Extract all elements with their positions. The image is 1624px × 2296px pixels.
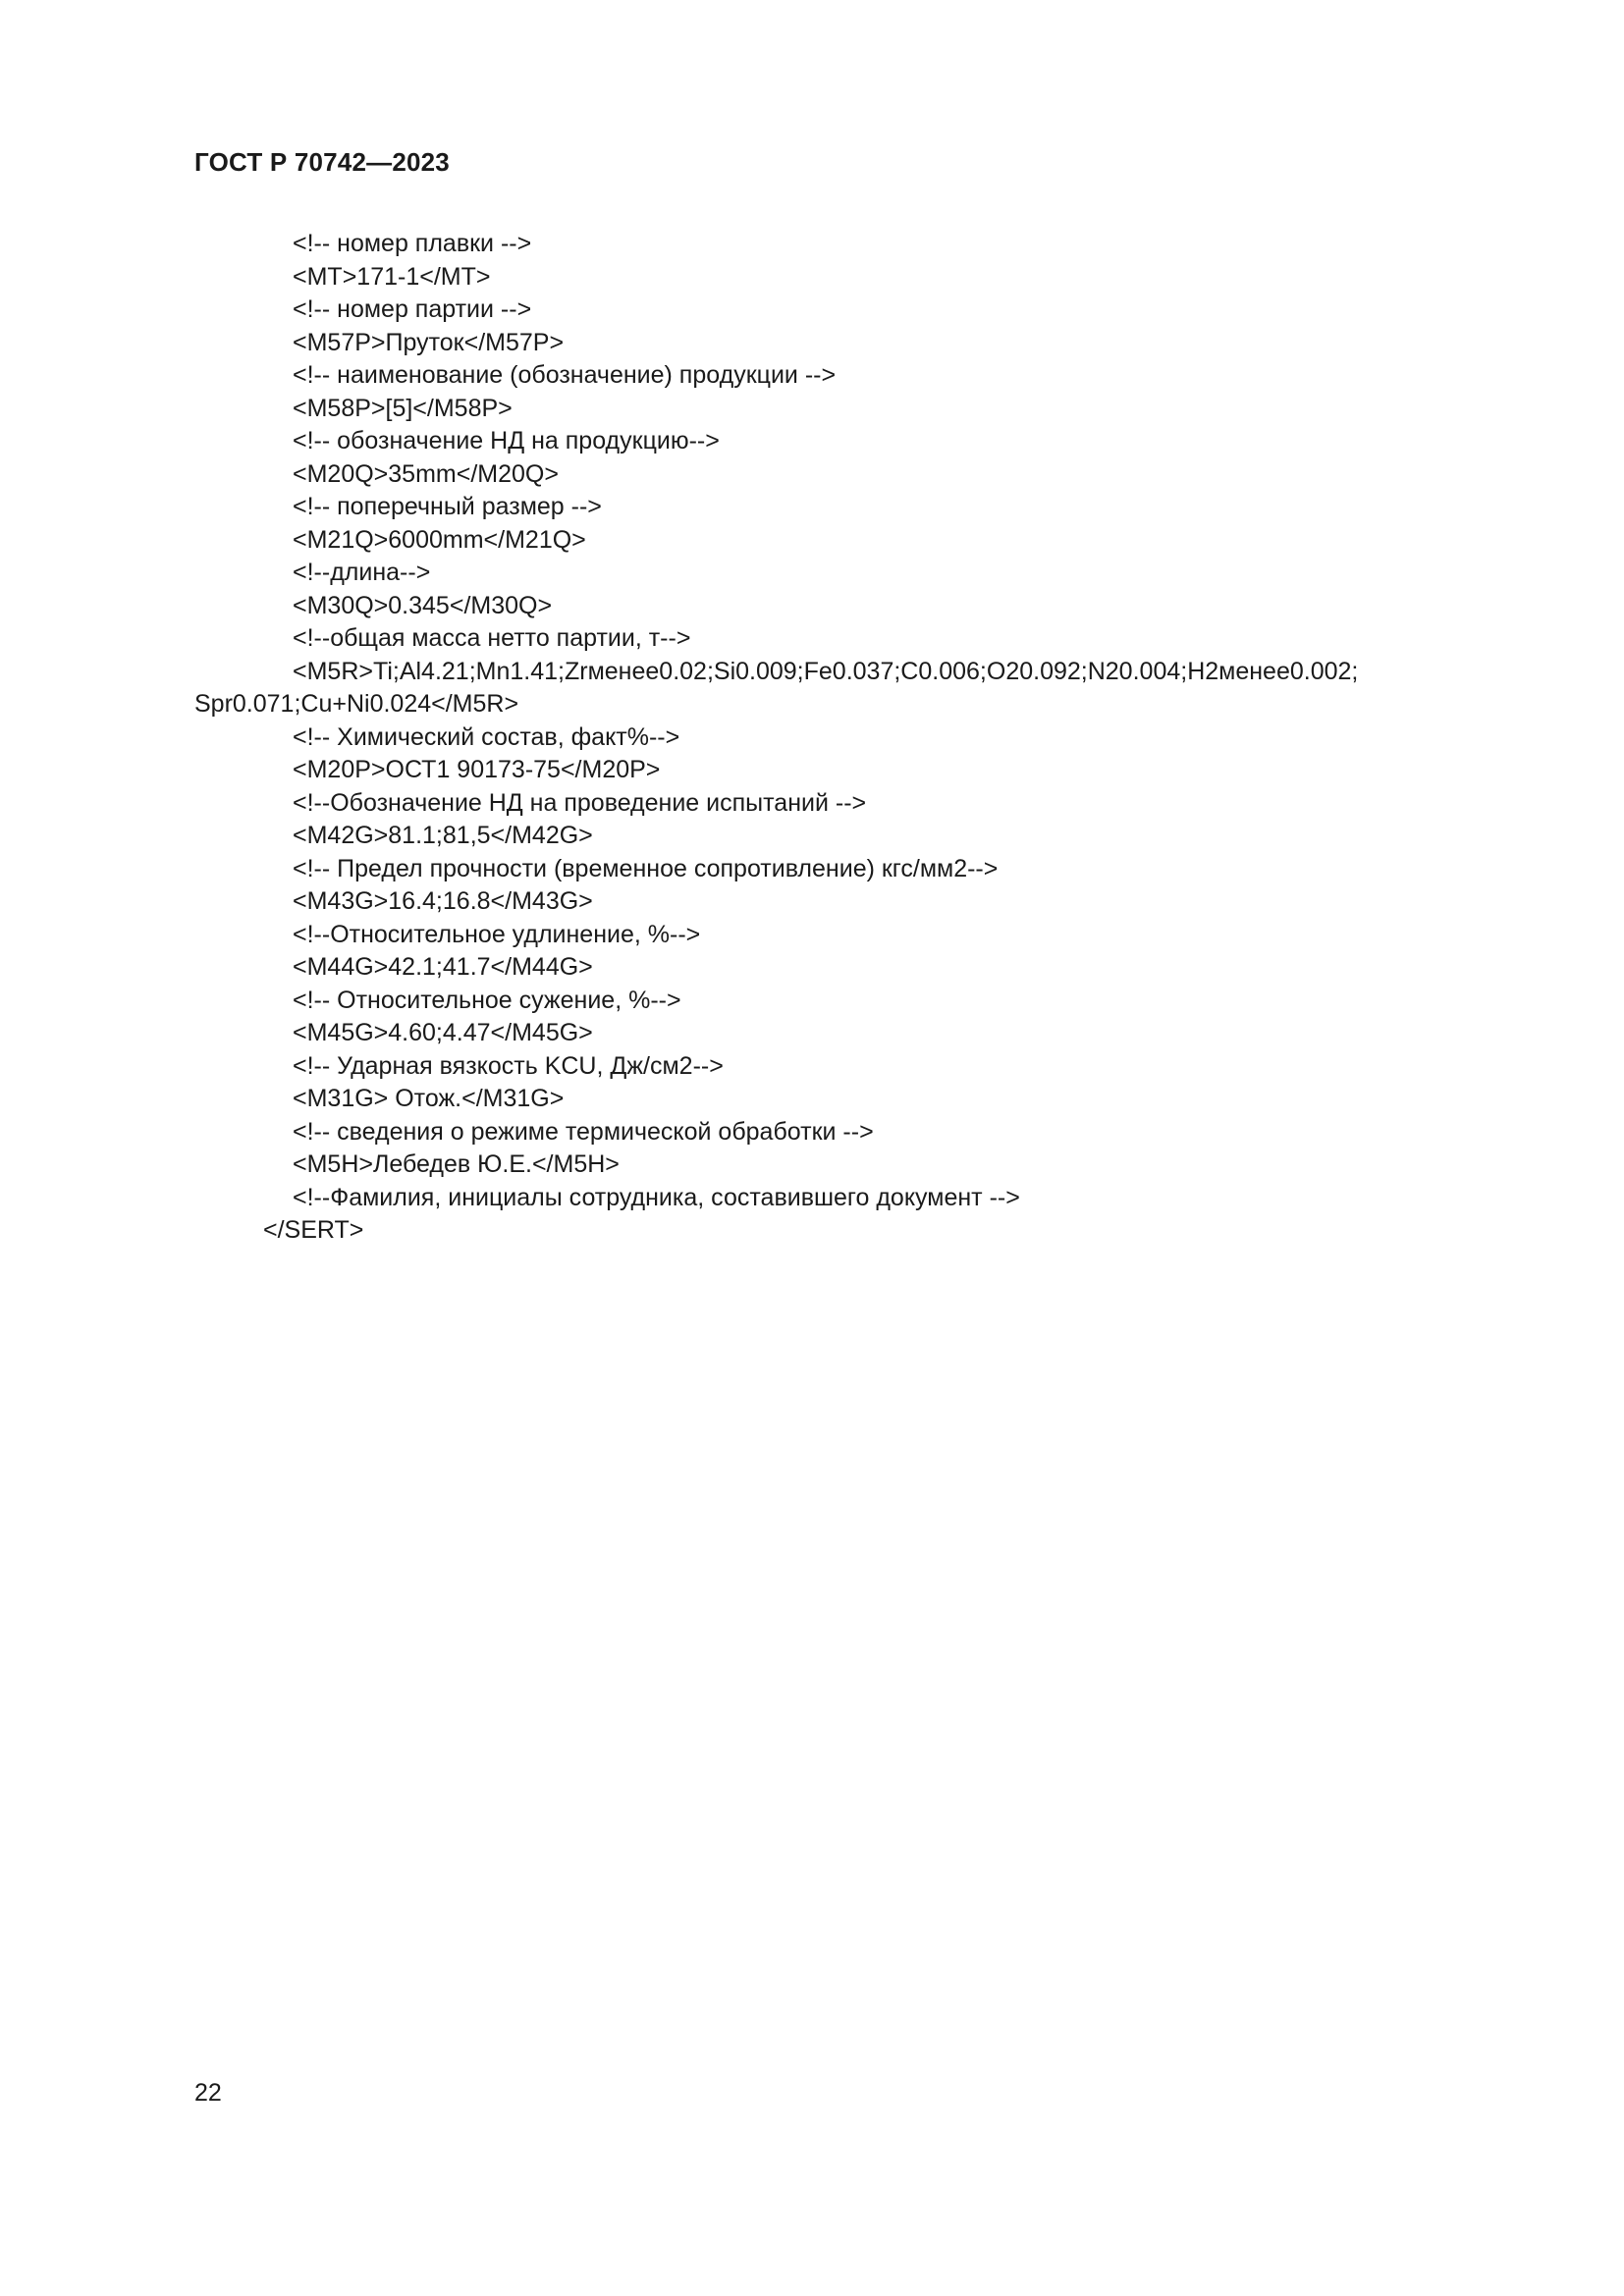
code-line: <M45G>4.60;4.47</M45G> bbox=[293, 1019, 593, 1046]
code-line: <!-- Ударная вязкость KCU, Дж/см2--> bbox=[293, 1051, 724, 1080]
code-line: <!-- обозначение НД на продукцию--> bbox=[293, 427, 720, 454]
code-line: <MT>171-1</MT> bbox=[293, 262, 491, 291]
code-line: <!-- Относительное сужение, %--> bbox=[293, 986, 681, 1014]
page-number: 22 bbox=[194, 2079, 222, 2107]
code-line: <!-- сведения о режиме термической обработки --> bbox=[293, 1117, 874, 1146]
xml-code-listing bbox=[194, 228, 1530, 1248]
code-line: <!--Относительное удлинение, %--> bbox=[293, 920, 701, 948]
code-line-wrapped: <M5R>Ti;Al4.21;Mn1.41;Zrменее0.02;Si0.009;Fe0.037;C0.006;O20.092;N20.004;H2менее0.002; Spr0.071;Cu+Ni0.024</M5R> bbox=[194, 657, 1366, 718]
code-line: <!-- номер плавки --> bbox=[293, 230, 532, 257]
code-line: <!-- наименование (обозначение) продукции --> bbox=[293, 361, 837, 389]
code-line: <!-- Химический состав, факт%--> bbox=[293, 722, 680, 751]
code-line: <M31G> Отож.</M31G> bbox=[293, 1085, 565, 1112]
code-line: <M20Q>35mm</M20Q> bbox=[293, 459, 559, 488]
document-header: ГОСТ Р 70742—2023 bbox=[194, 147, 450, 177]
code-line: <M44G>42.1;41.7</M44G> bbox=[293, 953, 593, 981]
code-line: <M58P>[5]</M58P> bbox=[293, 394, 513, 422]
code-line: <!--Обозначение НД на проведение испытаний --> bbox=[293, 788, 867, 817]
code-line: <M21Q>6000mm</M21Q> bbox=[293, 525, 586, 554]
code-line: <!-- Предел прочности (временное сопротивление) кгс/мм2--> bbox=[293, 854, 999, 882]
code-line: <M42G>81.1;81,5</M42G> bbox=[293, 822, 593, 849]
code-line: <M43G>16.4;16.8</M43G> bbox=[293, 887, 593, 915]
code-line: <M30Q>0.345</M30Q> bbox=[293, 591, 553, 619]
code-line: <!--общая масса нетто партии, т--> bbox=[293, 624, 691, 652]
code-line: <M20P>ОСТ1 90173-75</M20P> bbox=[293, 756, 661, 783]
code-line: <M5H>Лебедев Ю.Е.</M5H> bbox=[293, 1150, 620, 1178]
code-line: <!-- номер партии --> bbox=[293, 295, 532, 323]
code-line: <!-- поперечный размер --> bbox=[293, 493, 602, 520]
code-line: <!--длина--> bbox=[293, 559, 431, 586]
code-line: <!--Фамилия, инициалы сотрудника, составившего документ --> bbox=[293, 1183, 1020, 1211]
code-line-closing-tag: </SERT> bbox=[263, 1216, 364, 1244]
code-line: <M57P>Пруток</M57P> bbox=[293, 328, 565, 356]
